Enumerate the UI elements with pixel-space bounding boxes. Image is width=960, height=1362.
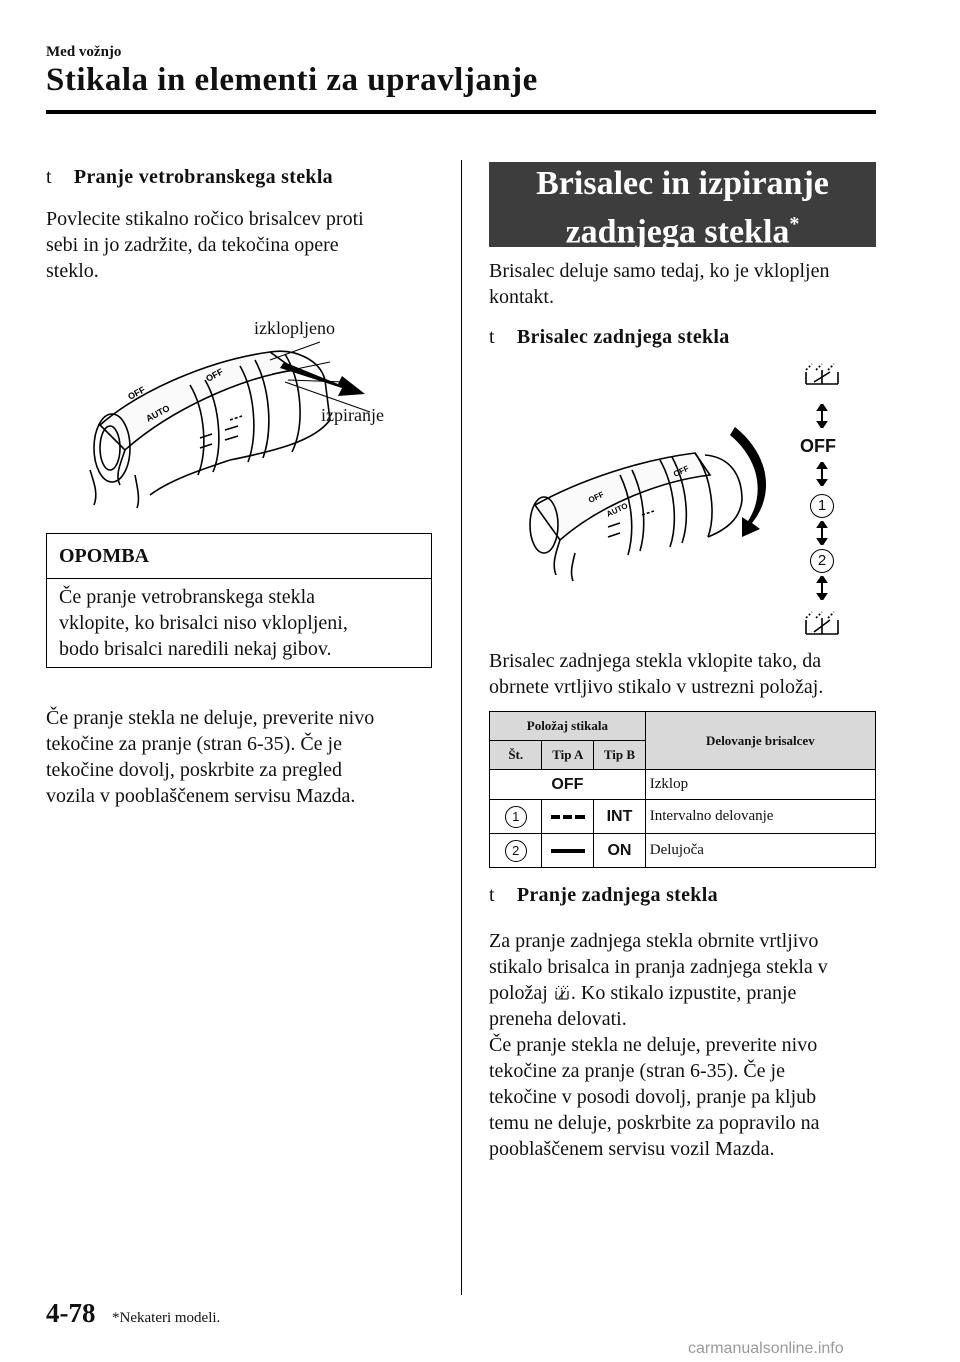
table-header-position: Položaj stikala bbox=[490, 712, 646, 741]
figure-label-wash: izpiranje bbox=[321, 405, 384, 425]
position-2-badge: 2 bbox=[505, 840, 527, 862]
rear-off-label-2: OFF bbox=[672, 463, 691, 479]
double-arrow-icon-4 bbox=[812, 576, 832, 600]
off-label-1: OFF bbox=[126, 384, 147, 402]
rear-auto-label: AUTO bbox=[605, 501, 630, 519]
note-title: OPOMBA bbox=[47, 534, 431, 579]
table-header-operation: Delovanje brisalcev bbox=[645, 712, 875, 770]
double-arrow-icon-2 bbox=[812, 462, 832, 486]
rear-wash-text: Za pranje zadnjega stekla obrnite vrtljivo stikalo brisalca in pranja zadnjega stekla v položaj . Ko stikalo izpustite, pranje preneha delovati. Če pranje stekla ne deluje, preverite nivo tekočine za pranje (stran 6-35). Če je tekočine v posodi dovolj, pranje pa kljub temu ne deluje, poskrbite za popravilo na pooblaščenem servisu vozil Mazda. bbox=[489, 930, 828, 1160]
position-1-badge: 1 bbox=[505, 806, 527, 828]
rear-wash-heading: t Pranje zadnjega stekla bbox=[489, 884, 718, 906]
rear-washer-top-icon bbox=[800, 362, 844, 386]
rear-washer-inline-icon bbox=[554, 984, 570, 1000]
check-text: Če pranje stekla ne deluje, preverite nivo tekočine za pranje (stran 6-35). Če je tekočine dovolj, poskrbite za pregled vozila v pooblaščenem servisu Mazda. bbox=[46, 707, 375, 807]
rear-wiper-lever-illustration bbox=[520, 415, 790, 585]
table-row: 1 INT Intervalno delovanje bbox=[490, 800, 876, 834]
wiper-position-table bbox=[489, 711, 876, 868]
footnote: *Nekateri modeli. bbox=[112, 1310, 221, 1326]
header-rule bbox=[46, 110, 876, 114]
rear-washer-bottom-icon bbox=[800, 608, 844, 636]
table-header-no: Št. bbox=[490, 741, 542, 770]
scale-position-1: 1 bbox=[810, 494, 834, 518]
washer-text: Povlecite stikalno ročico brisalcev proti sebi in jo zadržite, da tekočina opere steklo. bbox=[46, 208, 364, 282]
table-row: OFF Izklop bbox=[490, 770, 876, 800]
auto-label: AUTO bbox=[144, 403, 172, 424]
double-arrow-icon-1 bbox=[812, 404, 832, 428]
section-banner: Brisalec in izpiranje zadnjega stekla* bbox=[489, 162, 876, 247]
double-arrow-icon-3 bbox=[812, 521, 832, 545]
off-label-2: OFF bbox=[204, 366, 225, 384]
dashed-bar-icon bbox=[542, 800, 594, 834]
rear-off-label-1: OFF bbox=[587, 489, 606, 505]
column-divider bbox=[461, 160, 462, 1295]
intro-text: Brisalec deluje samo tedaj, ko je vklopljen kontakt. bbox=[489, 260, 830, 308]
table-row: 2 ON Delujoča bbox=[490, 834, 876, 868]
section-label: Med vožnjo bbox=[46, 44, 122, 60]
pull-arrow-icon bbox=[280, 362, 365, 396]
washer-heading: t Pranje vetrobranskega stekla bbox=[46, 166, 333, 188]
page-title: Stikala in elementi za upravljanje bbox=[46, 62, 538, 98]
bullet-glyph: t bbox=[46, 166, 52, 188]
note-body: Če pranje vetrobranskega stekla vklopite, ko brisalci niso vklopljeni, bodo brisalci naredili nekaj gibov. bbox=[59, 586, 348, 660]
scale-position-2: 2 bbox=[810, 549, 834, 573]
instruction-text: Brisalec zadnjega stekla vklopite tako, da obrnete vrtljivo stikalo v ustrezni položaj. bbox=[489, 650, 824, 698]
rear-wiper-heading: t Brisalec zadnjega stekla bbox=[489, 326, 730, 348]
table-header-type-b: Tip B bbox=[594, 741, 646, 770]
table-header-type-a: Tip A bbox=[542, 741, 594, 770]
solid-bar-icon bbox=[542, 834, 594, 868]
rotate-arrow-icon bbox=[730, 427, 766, 537]
page-number: 4-78 bbox=[46, 1298, 96, 1328]
figure-label-off: izklopljeno bbox=[254, 318, 335, 338]
scale-off-label: OFF bbox=[800, 436, 836, 456]
note-box bbox=[46, 533, 432, 668]
watermark: carmanualsonline.info bbox=[688, 1340, 844, 1357]
